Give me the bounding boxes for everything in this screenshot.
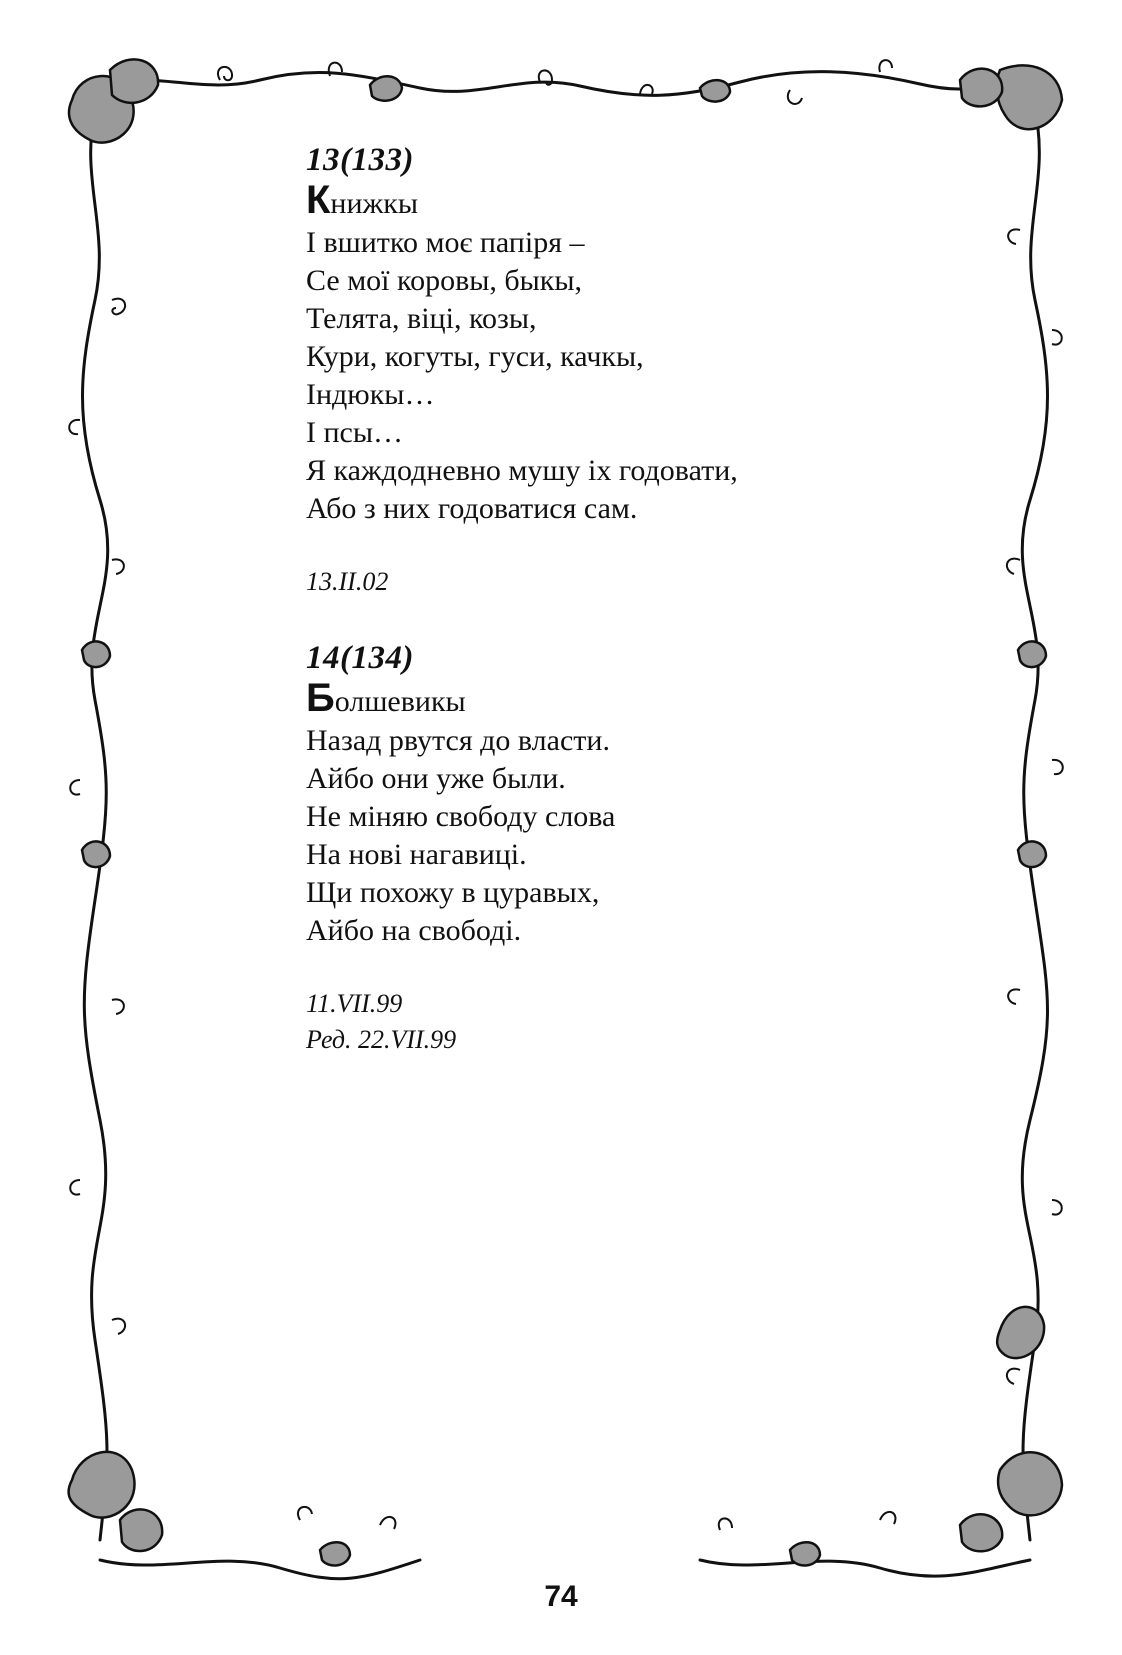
title-initial: К xyxy=(306,178,331,222)
poem-14 xyxy=(306,638,946,1058)
poem-line: Айбо на свободі. xyxy=(306,914,522,947)
poem-edit-date: Ред. 22.VII.99 xyxy=(306,1025,457,1054)
page-number: 74 xyxy=(544,1580,578,1613)
poem-line: І вшитко моє папіря – xyxy=(306,226,585,259)
poem-13 xyxy=(306,140,946,600)
title-rest: нижкы xyxy=(330,187,418,220)
poem-title xyxy=(306,678,946,722)
poem-date: 13.ІІ.02 xyxy=(306,567,389,596)
poem-line: Айбо они уже были. xyxy=(306,762,566,795)
poem-line: Або з них годоватися сам. xyxy=(306,492,638,525)
poem-number: 13(133) xyxy=(306,142,414,178)
title-initial: Б xyxy=(306,676,335,720)
poem-lines xyxy=(306,224,946,528)
poem-line: Кури, когуты, гуси, качкы, xyxy=(306,340,644,373)
poem-line: На нові нагавиці. xyxy=(306,838,527,871)
poem-line: Назад рвутся до власти. xyxy=(306,724,610,757)
title-rest: олшевикы xyxy=(334,685,466,718)
poem-line: І псы… xyxy=(306,416,404,449)
poem-line: Телята, віці, козы, xyxy=(306,302,537,335)
poem-number: 14(134) xyxy=(306,640,414,676)
poem-date: 11.VII.99 xyxy=(306,989,403,1018)
poem-line: Я каждодневно мушу іх годовати, xyxy=(306,454,738,487)
poem-title xyxy=(306,180,946,224)
poem-lines xyxy=(306,722,946,950)
poems-container xyxy=(306,140,946,1058)
poem-line: Не міняю свободу слова xyxy=(306,800,616,833)
poem-line: Індюкы… xyxy=(306,378,435,411)
poem-line: Се мої коровы, быкы, xyxy=(306,264,583,297)
poem-line: Щи похожу в цуравых, xyxy=(306,876,600,909)
